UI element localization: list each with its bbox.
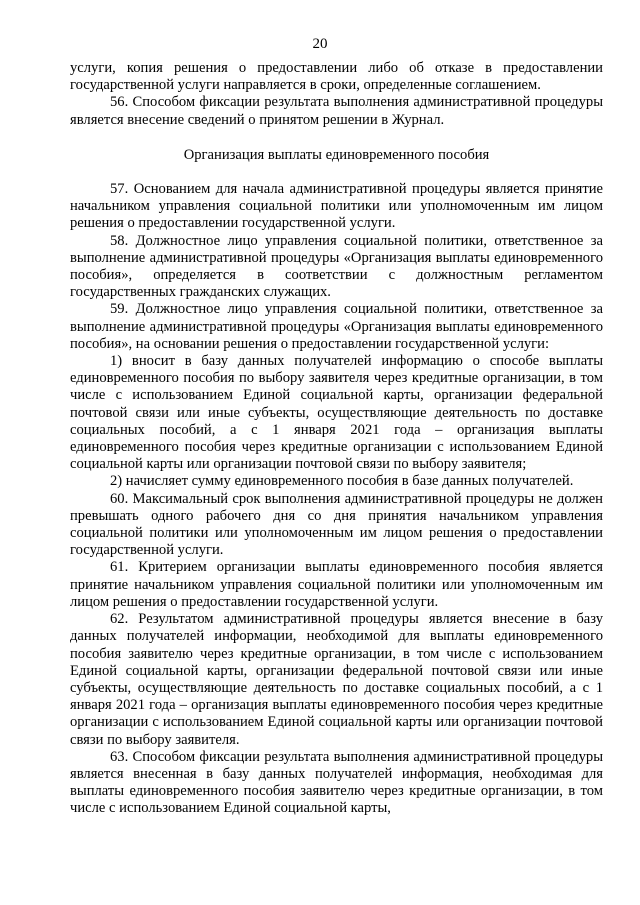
paragraph-56: 56. Способом фиксации результата выполнения административной процедуры является внесение сведений о принятом решении в Журнал. bbox=[70, 94, 603, 128]
document-body bbox=[70, 60, 603, 818]
paragraph-59: 59. Должностное лицо управления социальной политики, ответственное за выполнение административной процедуры «Организация выплаты единовременного пособия», на основании решения о предоставлении государственной услуги: bbox=[70, 301, 603, 352]
page-number: 20 bbox=[312, 36, 328, 52]
paragraph-61: 61. Критерием организации выплаты единовременного пособия является принятие начальником управления социальной политики или уполномоченным им лицом решения о предоставлении государственной услуги. bbox=[70, 559, 603, 610]
paragraph-57: 57. Основанием для начала административной процедуры является принятие начальником управления социальной политики или уполномоченным им лицом решения о предоставлении государственной услуги. bbox=[70, 181, 603, 232]
paragraph-60: 60. Максимальный срок выполнения административной процедуры не должен превышать одного рабочего дня со дня принятия начальником управления социальной политики или уполномоченным им лицом решения о предоставлении государственной услуги. bbox=[70, 490, 603, 559]
section-title: Организация выплаты единовременного пособия bbox=[183, 146, 490, 163]
paragraph-59-item-2: 2) начисляет сумму единовременного пособия в базе данных получателей. bbox=[110, 473, 574, 490]
paragraph-59-item-1: 1) вносит в базу данных получателей информацию о способе выплаты единовременного пособия по выбору заявителя через кредитные организации, в том числе с использованием Единой социальной карты, организации федеральной почтовой связи или иные субъекты, осуществляющие деятельность по доставке социальных пособий, а с 1 января 2021 года – организация выплаты единовременного пособия через кредитные организации с использованием Единой социальной карты или организации почтовой связи по выбору заявителя; bbox=[70, 353, 603, 473]
paragraph-63: 63. Способом фиксации результата выполнения административной процедуры является внесенная в базу данных получателей информация, необходимая для выплаты единовременного пособия заявителю через кредитные организации, в том числе с использованием Единой социальной карты, bbox=[70, 748, 603, 817]
paragraph-continuation: услуги, копия решения о предоставлении либо об отказе в предоставлении государственной услуги направляется в сроки, определенные соглашением. bbox=[70, 60, 603, 94]
paragraph-58: 58. Должностное лицо управления социальной политики, ответственное за выполнение административной процедуры «Организация выплаты единовременного пособия», определяется в соответствии с должностным регламентом государственных гражданских служащих. bbox=[70, 232, 603, 301]
paragraph-62: 62. Результатом административной процедуры является внесение в базу данных получателей информации, необходимой для выплаты единовременного пособия заявителю через кредитные организации, в том числе с использованием Единой социальной карты, организации федеральной почтовой связи или иные субъекты, осуществляющие деятельность по доставке социальных пособий, а с 1 января 2021 года – организация выплаты единовременного пособия через кредитные организации с использованием Единой социальной карты или организации почтовой связи по выбору заявителя. bbox=[70, 611, 603, 748]
